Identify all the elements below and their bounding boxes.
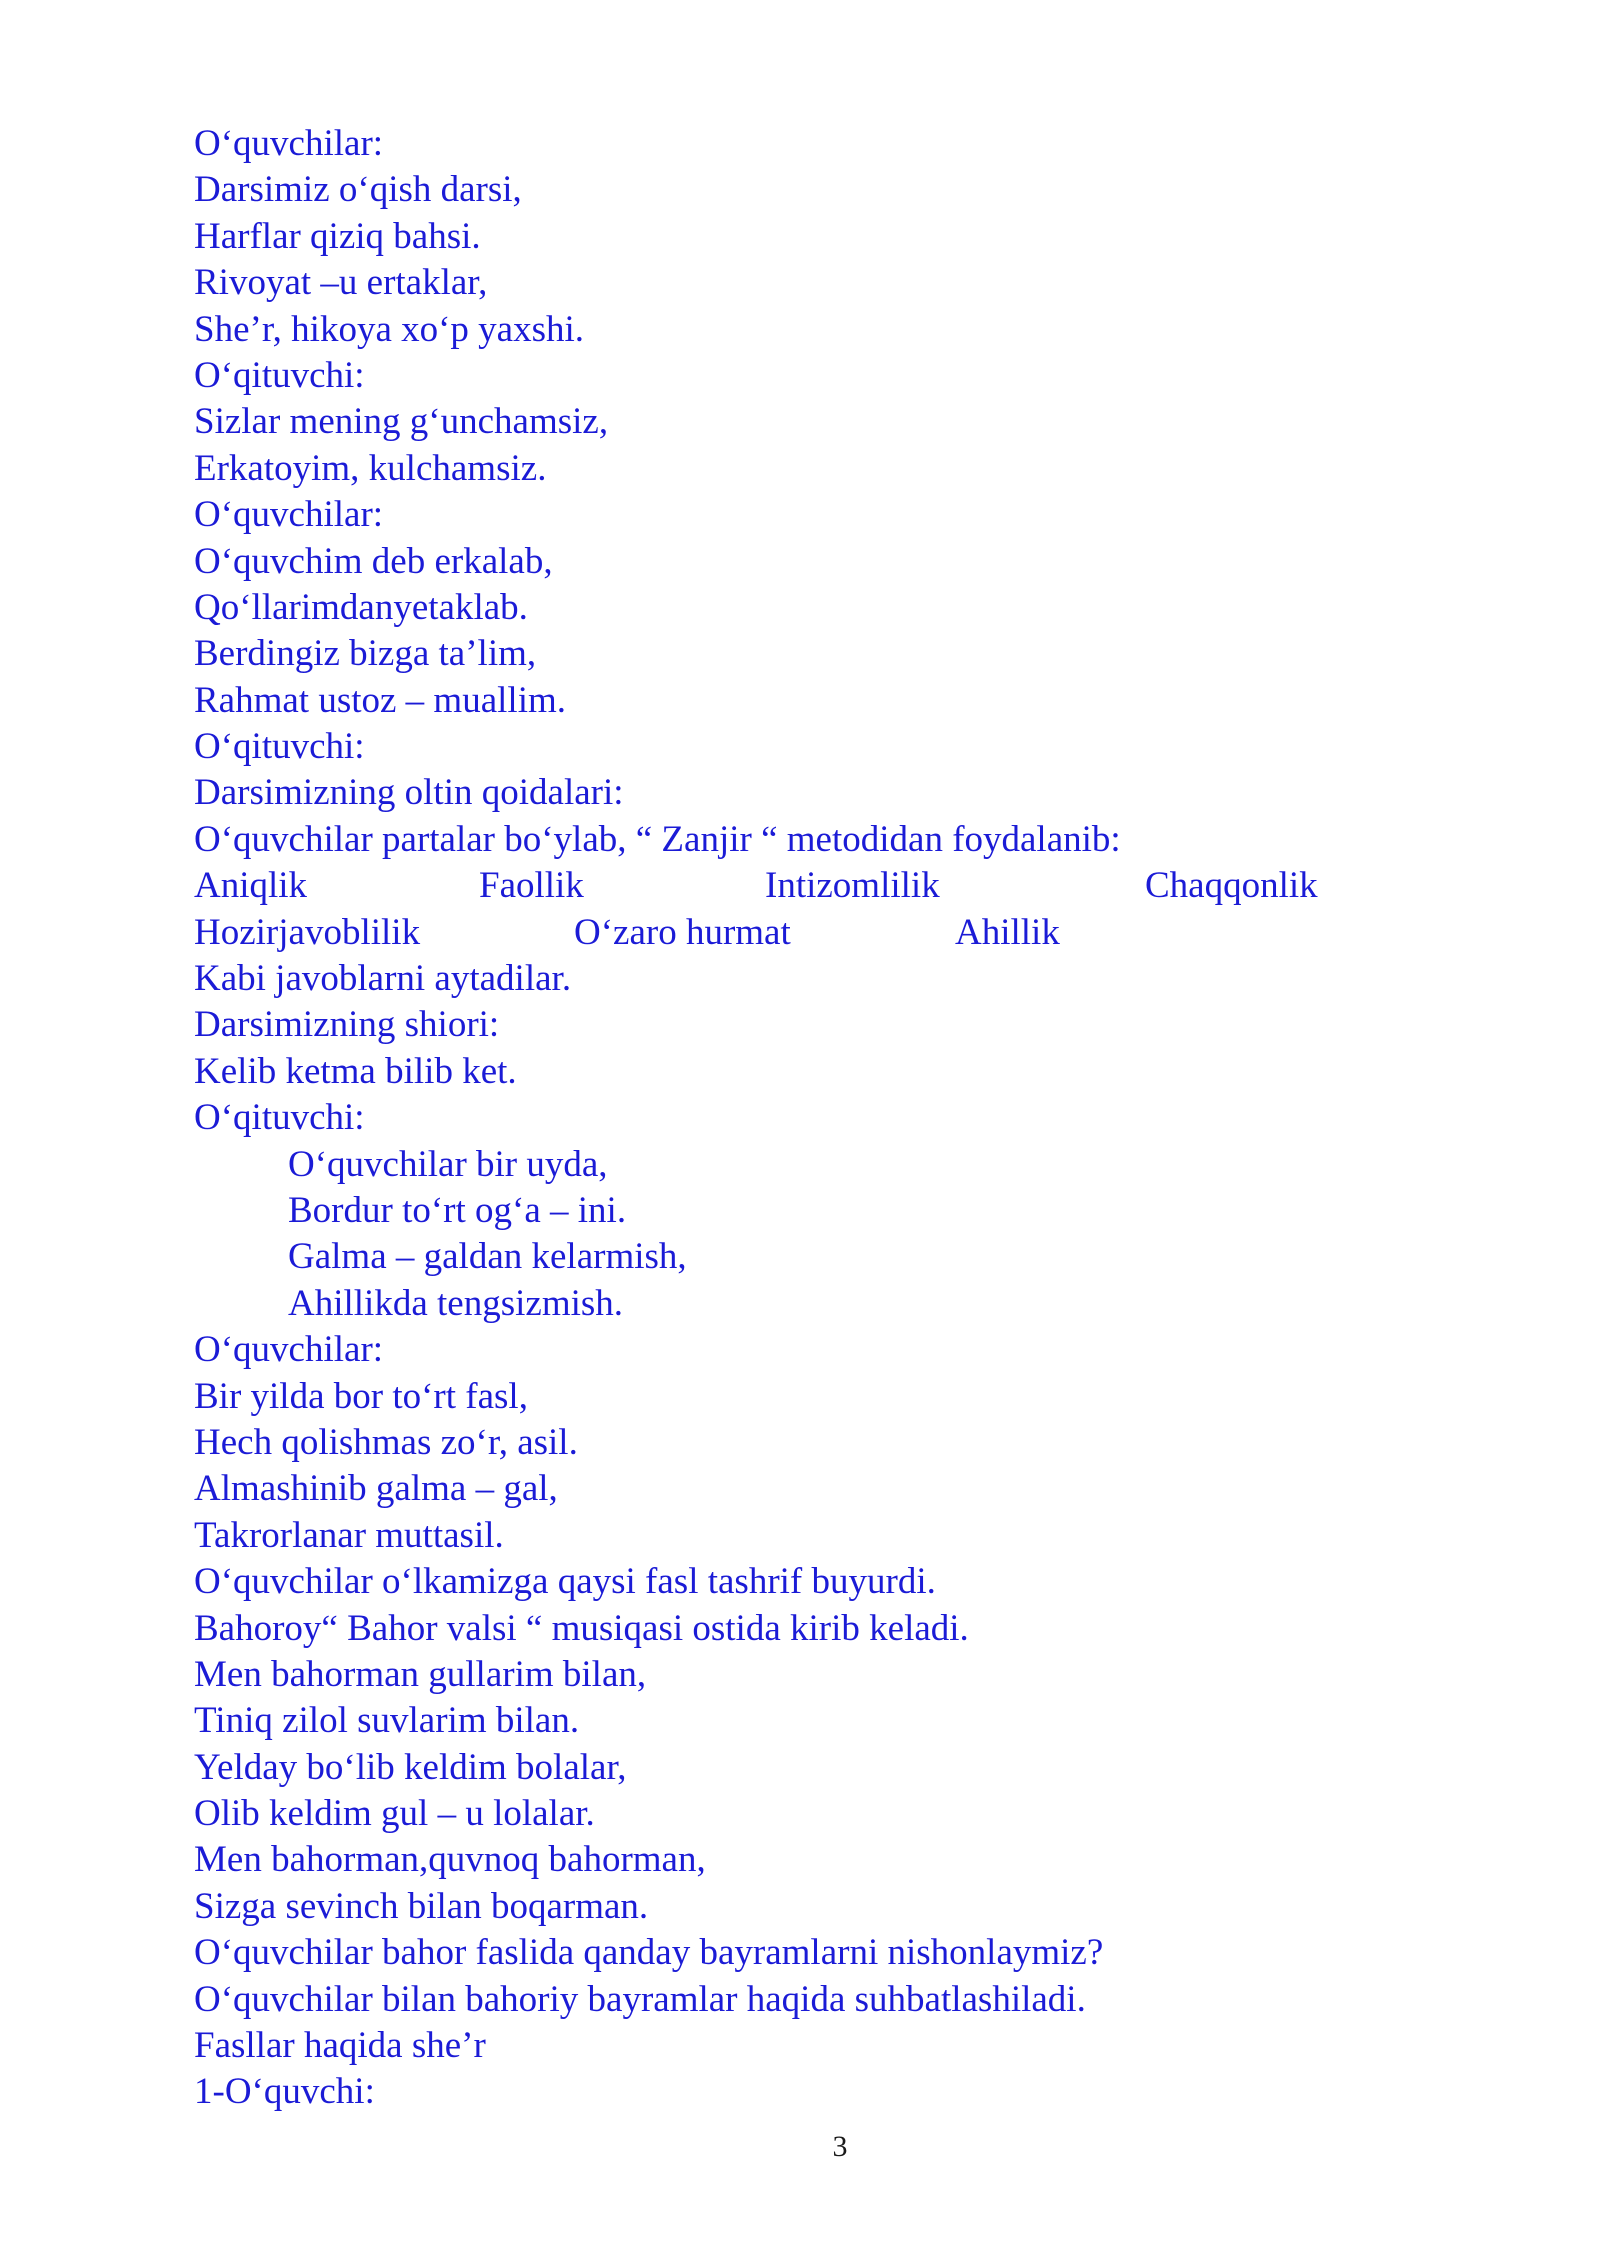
text-line: She’r, hikoya xo‘p yaxshi. — [194, 308, 585, 350]
text-line: Bahoroy“ Bahor valsi “ musiqasi ostida kirib keladi. — [194, 1607, 969, 1649]
rules-row-2 — [194, 910, 1454, 956]
speaker-label: O‘quvchilar: — [194, 494, 384, 536]
speaker-label: O‘qituvchi: — [194, 726, 365, 768]
text-line: Rivoyat –u ertaklar, — [194, 262, 488, 304]
text-line: O‘quvchilar bilan bahoriy bayramlar haqida suhbatlashiladi. — [194, 1978, 1086, 2020]
text-line: O‘quvchilar bahor faslida qanday bayramlarni nishonlaymiz? — [194, 1932, 1104, 1974]
text-line: Harflar qiziq bahsi. — [194, 215, 481, 257]
rules-row-1 — [194, 863, 1454, 909]
text-line: Darsimizning oltin qoidalari: — [194, 772, 624, 814]
rule-item: Chaqqonlik — [1145, 865, 1318, 907]
speaker-label: O‘qituvchi: — [194, 354, 365, 396]
text-line: O‘quvchilar: — [194, 123, 384, 164]
speaker-label: 1-O‘quvchi: — [194, 2071, 375, 2113]
text-line: Kelib ketma bilib ket. — [194, 1050, 517, 1092]
text-line: Fasllar haqida she’r — [194, 2025, 486, 2067]
text-line: Almashinib galma – gal, — [194, 1468, 558, 1510]
text-line: Berdingiz bizga ta’lim, — [194, 633, 537, 675]
text-line: Takrorlanar muttasil. — [194, 1514, 504, 1556]
text-line: O‘quvchim deb erkalab, — [194, 540, 553, 582]
text-line: Yelday bo‘lib keldim bolalar, — [194, 1746, 627, 1788]
poem-line: Ahillikda tengsizmish. — [288, 1282, 624, 1324]
text-line: Sizga sevinch bilan boqarman. — [194, 1885, 649, 1927]
text-line: Bir yilda bor to‘rt fasl, — [194, 1375, 528, 1417]
rule-item: O‘zaro hurmat — [574, 911, 791, 953]
rule-item: Hozirjavoblilik — [194, 911, 421, 953]
text-line: Sizlar mening g‘unchamsiz, — [194, 401, 609, 443]
speaker-label: O‘quvchilar: — [194, 1329, 384, 1371]
rule-item: Ahillik — [955, 911, 1060, 953]
text-line: Men bahorman gullarim bilan, — [194, 1653, 647, 1695]
text-line: Erkatoyim, kulchamsiz. — [194, 447, 547, 489]
rule-item: Aniqlik — [194, 865, 308, 907]
text-line: Darsimizning shiori: — [194, 1004, 500, 1046]
poem-line: Bordur to‘rt og‘a – ini. — [288, 1189, 627, 1231]
text-line: Hech qolishmas zo‘r, asil. — [194, 1421, 578, 1463]
speaker-label: O‘qituvchi: — [194, 1097, 365, 1139]
text-line: Men bahorman,quvnoq bahorman, — [194, 1839, 706, 1881]
text-line: Kabi javoblarni aytadilar. — [194, 958, 572, 1000]
text-line: Olib keldim gul – u lolalar. — [194, 1793, 595, 1835]
text-line: Rahmat ustoz – muallim. — [194, 679, 567, 721]
text-line: Tiniq zilol suvlarim bilan. — [194, 1700, 580, 1742]
text-line: O‘quvchilar o‘lkamizga qaysi fasl tashrif buyurdi. — [194, 1561, 936, 1603]
rule-item: Faollik — [479, 865, 584, 907]
poem-line: Galma – galdan kelarmish, — [288, 1236, 687, 1278]
text-line: Darsimiz o‘qish darsi, — [194, 169, 522, 211]
document-body — [194, 121, 1454, 2116]
rule-item: Intizomlilik — [765, 865, 940, 907]
poem-line: O‘quvchilar bir uyda, — [288, 1143, 608, 1185]
page-number: 3 — [832, 2130, 848, 2163]
text-line: O‘quvchilar partalar bo‘ylab, “ Zanjir “ metodidan foydalanib: — [194, 818, 1121, 860]
text-line: Qo‘llarimdanyetaklab. — [194, 586, 528, 628]
